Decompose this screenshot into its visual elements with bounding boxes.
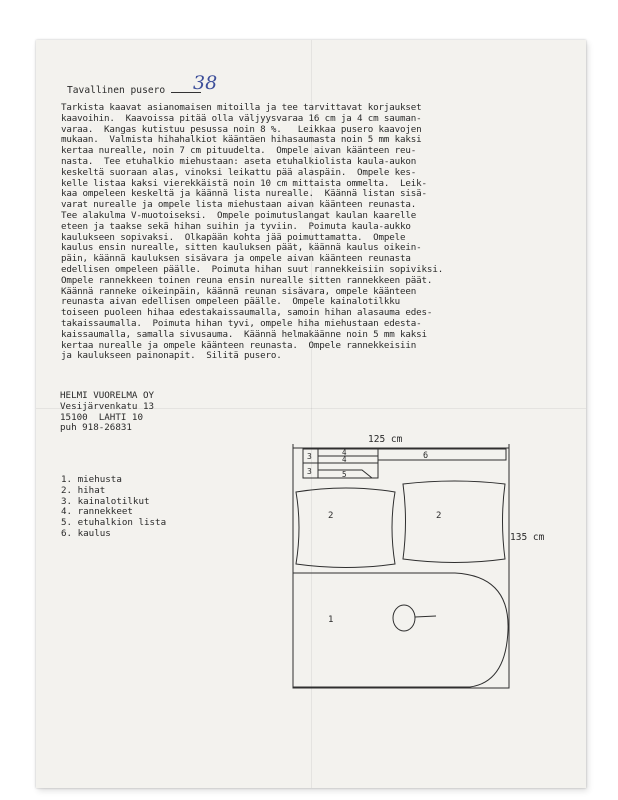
company-line: HELMI VUORELMA OY: [60, 390, 155, 401]
instruction-line: kertaa nurealle ja ompele käänteen reunasta. Ompele rannekkeisiin: [61, 339, 417, 351]
legend-item: 1. miehusta: [61, 474, 122, 485]
piece-label-cuff: 4: [342, 448, 347, 457]
piece-label-collar: 6: [423, 451, 429, 461]
instruction-line: kaa ompeleen keskeltä ja käännä lista nurealle. Käännä listan sisä-: [61, 188, 427, 200]
legend-item: 3. kainalotilkut: [61, 495, 150, 507]
front-slit-line: [415, 616, 436, 617]
instruction-line: mukaan. Valmista hihahalkiot kääntäen hihasaumasta noin 5 mm kaksi: [61, 134, 422, 146]
document-title-text: Tavallinen pusero: [67, 85, 166, 96]
piece-label-cuff: 4: [342, 455, 347, 464]
piece-label-placket: 5: [342, 470, 347, 479]
legend-item: 5. etuhalkion lista: [61, 517, 167, 529]
instruction-line: ja kaulukseen painonapit. Silitä pusero.: [61, 350, 282, 362]
instruction-line: Tarkista kaavat asianomaisen mitoilla ja tee tarvittavat korjaukset: [61, 102, 422, 113]
instruction-line: Käännä ranneke oikeinpäin, käännä reunan sisävara, ompele käänteen: [61, 285, 417, 297]
instruction-line: Tee alakulma V-muotoiseksi. Ompele poimutuslangat kaulan kaarelle: [61, 209, 417, 221]
handwritten-size: 38: [193, 72, 218, 94]
neckline-circle: [393, 605, 415, 631]
height-label: 135 cm: [510, 532, 545, 543]
instruction-line: kaulus ensin nurealle, sitten kauluksen päät, käännä kaulus oikein-: [61, 242, 422, 254]
fabric-outline: [293, 448, 509, 688]
instruction-line: takaissaumalla. Poimuta hihan tyvi, ompele hiha miehustaan edesta-: [61, 317, 422, 329]
piece-label-gusset: 3: [307, 452, 312, 461]
collar-piece: [378, 449, 506, 460]
piece-label-sleeve: 2: [328, 511, 334, 521]
company-line: Vesijärvenkatu 13: [60, 400, 155, 412]
company-line: 15100 LAHTI 10: [60, 411, 143, 423]
instruction-line: edellisen ompeleen päälle. Poimuta hihan suut rannekkeisiin sopiviksi.: [61, 263, 444, 275]
instruction-line: kaavoihin. Kaavoissa pitää olla väljyysvaraa 16 cm ja 4 cm sauman-: [61, 112, 422, 124]
legend-item: 2. hihat: [61, 484, 106, 496]
instruction-line: varaa. Kangas kutistuu pesussa noin 8 %. Leikkaa pusero kaavojen: [61, 123, 422, 135]
piece-label-sleeve: 2: [436, 511, 442, 521]
instruction-line: päin, käännä kauluksen sisävara ja ompele aivan käänteen reunasta: [61, 253, 411, 265]
instruction-line: nasta. Tee etuhalkio miehustaan: aseta etuhalkiolista kaula-aukon: [61, 155, 417, 167]
instruction-line: kaulukseen sopivaksi. Olkapään kohta jää poimuttamatta. Ompele: [61, 231, 406, 243]
legend-item: 6. kaulus: [61, 527, 111, 539]
company-line: puh 918-26831: [60, 422, 132, 434]
sleeve-piece-right: [403, 481, 505, 563]
sleeve-piece-left: [296, 488, 395, 568]
instruction-line: kelle listaa kaksi vierekkäistä noin 10 cm mittaista ommelta. Leik-: [61, 177, 427, 189]
legend-item: 4. rannekkeet: [61, 506, 133, 518]
instruction-line: reunasta aivan edellisen ompeleen päälle. Ompele kainalotilkku: [61, 296, 401, 308]
instruction-line: eteen ja taakse sekä hihan suihin ja tyviin. Poimuta kaula-aukko: [61, 220, 411, 232]
width-label: 125 cm: [368, 434, 403, 445]
instruction-line: toiseen puoleen hihaa edestakaissaumalla, samoin hihan alasauma edes-: [61, 307, 433, 319]
piece-label-gusset: 3: [307, 467, 312, 476]
instruction-line: varat nurealle ja ompele lista miehustaan aivan käänteen reunasta.: [61, 199, 417, 211]
instruction-line: kertaa nurealle, noin 7 cm pituudelta. Ompele aivan käänteen reu-: [61, 145, 417, 157]
instruction-line: keskeltä suoraan alas, vinoksi leikattu pää alaspäin. Ompele kes-: [61, 166, 417, 178]
instruction-line: kaissaumalla, samalla sivusauma. Käännä helmakäänne noin 5 mm kaksi: [61, 328, 427, 340]
instruction-line: Ompele rannekkeen toinen reuna ensin nurealle sitten rannekkeen päät.: [61, 274, 433, 286]
piece-label-body: 1: [328, 615, 334, 625]
